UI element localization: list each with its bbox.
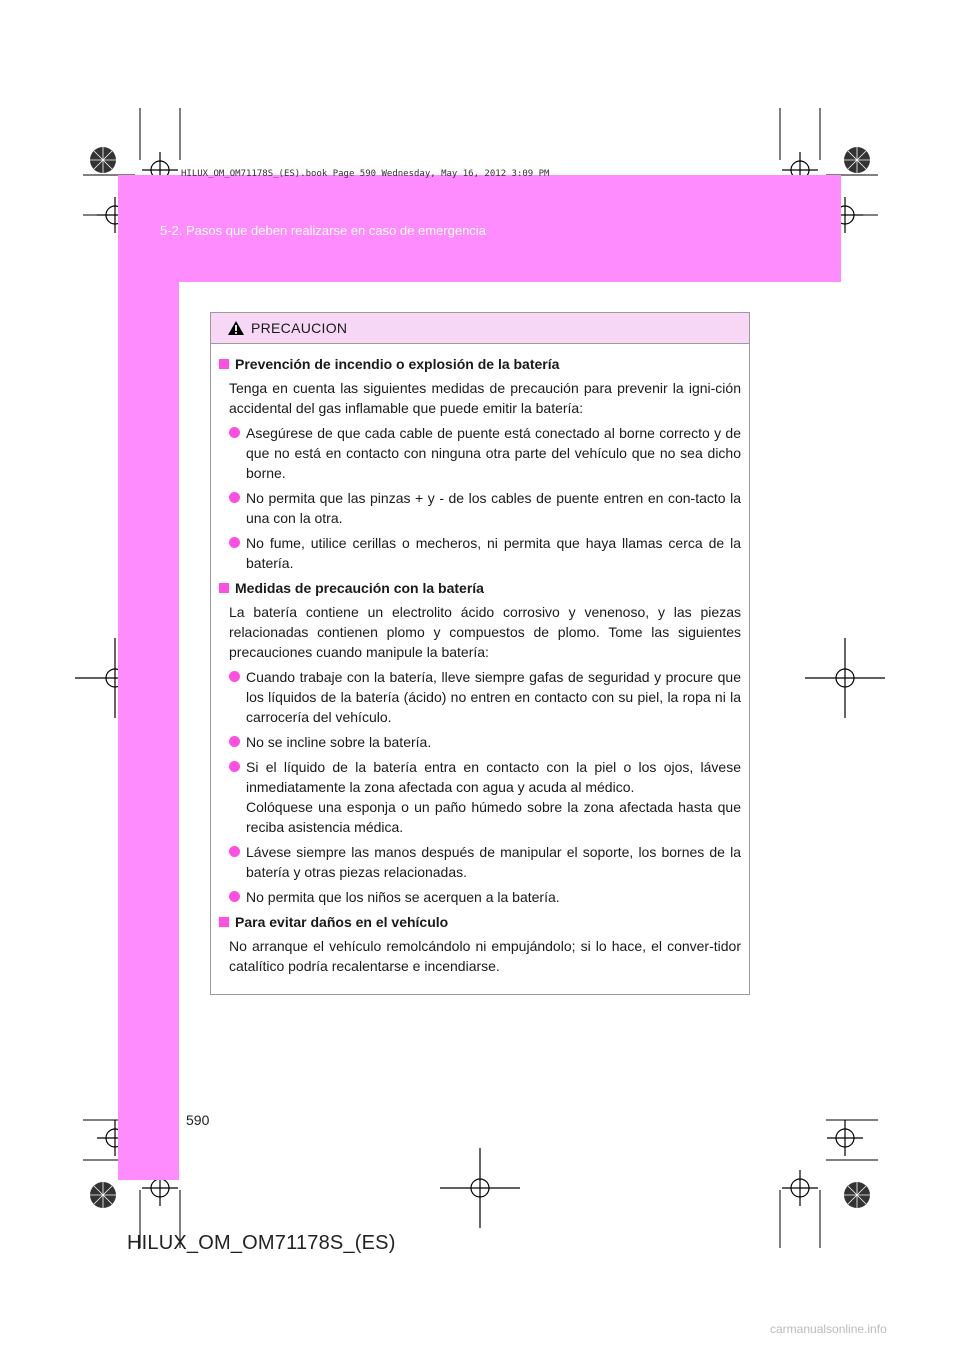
list-item: No permita que los niños se acerquen a la batería.	[229, 887, 741, 907]
circle-bullet-icon	[229, 671, 240, 682]
list-item: No fume, utilice cerillas o mecheros, ni permita que haya llamas cerca de la batería.	[229, 533, 741, 573]
circle-bullet-icon	[229, 891, 240, 902]
list-item: Lávese siempre las manos después de manipular el soporte, los bornes de la batería y otras piezas relacionadas.	[229, 842, 741, 882]
circle-bullet-icon	[229, 427, 240, 438]
circle-bullet-icon	[229, 492, 240, 503]
caution-heading: PRECAUCION	[251, 320, 348, 336]
section-heading: Prevención de incendio o explosión de la batería	[219, 354, 741, 374]
paragraph: No arranque el vehículo remolcándolo ni empujándolo; si lo hace, el conver-tidor catalítico podría recalentarse e incendiarse.	[229, 938, 741, 974]
circle-bullet-icon	[229, 846, 240, 857]
list-item: Si el líquido de la batería entra en contacto con la piel o los ojos, lávese inmediatamente la zona afectada con agua y acuda al médico. Colóquese una esponja o un paño húmedo sobre la zona afectada hasta que reciba asistencia médica.	[229, 757, 741, 837]
circle-bullet-icon	[229, 537, 240, 548]
list-item: Asegúrese de que cada cable de puente está conectado al borne correcto y de que no está en contacto con ninguna otra parte del vehículo que no sea dicho borne.	[229, 423, 741, 483]
watermark: carmanualsonline.info	[770, 1322, 887, 1336]
paragraph: Tenga en cuenta las siguientes medidas de precaución para prevenir la igni-ción accidental del gas inflamable que puede emitir la batería:	[229, 380, 741, 416]
page-number: 590	[186, 1112, 210, 1128]
book-info-line: HILUX_OM_OM71178S_(ES).book Page 590 Wednesday, May 16, 2012 3:09 PM	[181, 169, 550, 179]
square-bullet-icon	[219, 583, 229, 593]
paragraph: La batería contiene un electrolito ácido corrosivo y venenoso, y las piezas relacionadas contienen plomo y compuestos de plomo. Tome las siguientes precauciones cuando manipule la batería:	[229, 604, 741, 660]
list-item: No se incline sobre la batería.	[229, 732, 741, 752]
circle-bullet-icon	[229, 736, 240, 747]
list-item: Cuando trabaje con la batería, lleve siempre gafas de seguridad y procure que los líquidos de la batería (ácido) no entren en contacto con su piel, la ropa ni la carrocería del vehículo.	[229, 667, 741, 727]
circle-bullet-icon	[229, 761, 240, 772]
caution-header	[211, 313, 749, 344]
list-item: No permita que las pinzas + y - de los cables de puente entren en con-tacto la una con la otra.	[229, 488, 741, 528]
section-heading: Para evitar daños en el vehículo	[219, 912, 741, 932]
square-bullet-icon	[219, 359, 229, 369]
caution-body	[211, 344, 749, 976]
section-heading: Medidas de precaución con la batería	[219, 578, 741, 598]
section-title: 5-2. Pasos que deben realizarse en caso de emergencia	[160, 223, 486, 238]
warning-triangle-icon	[227, 320, 245, 336]
caution-box	[210, 312, 750, 995]
square-bullet-icon	[219, 917, 229, 927]
document-id: HILUX_OM_OM71178S_(ES)	[127, 1232, 396, 1254]
side-band	[118, 282, 179, 1180]
